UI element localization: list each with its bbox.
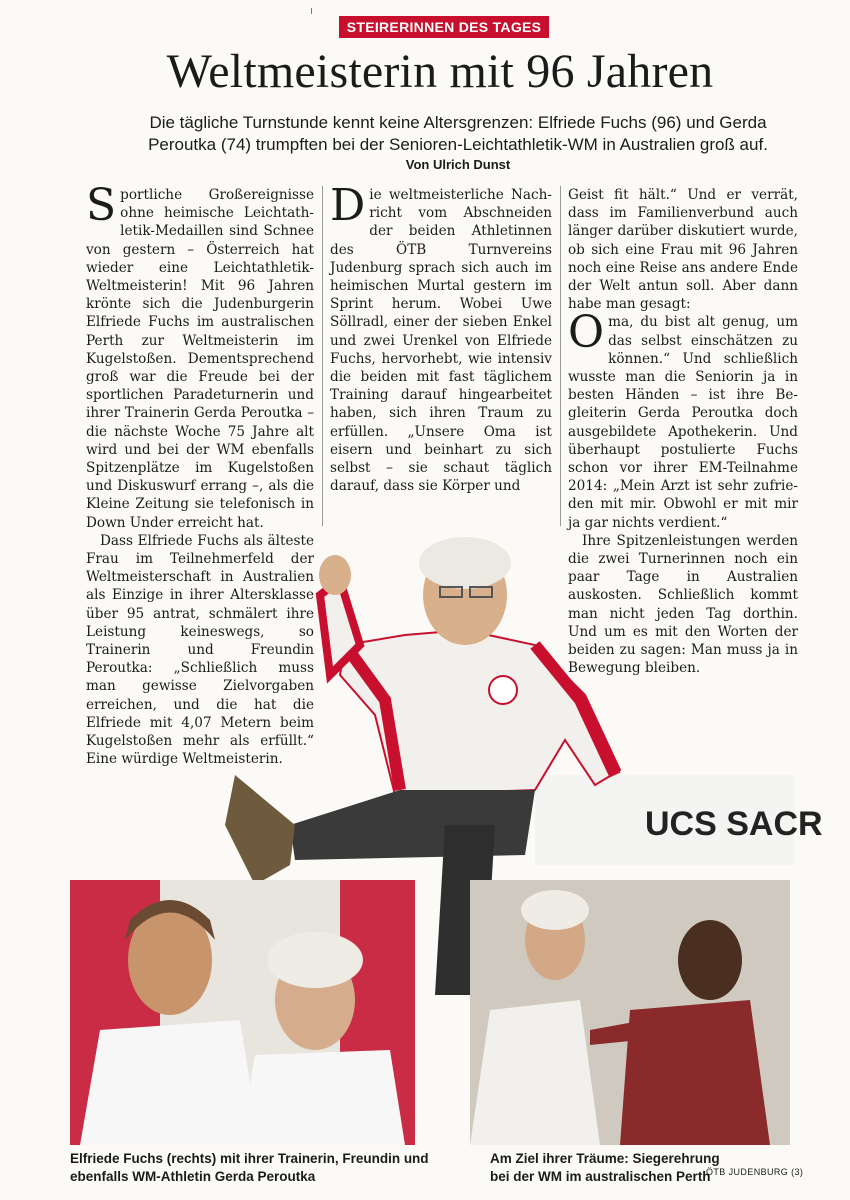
column-rule-2 [560,186,561,526]
caption-left: Elfriede Fuchs (rechts) mit ihrer Trainerin, Freundin und ebenfalls WM-Athletin Gerda Peroutka [70,1151,429,1184]
lead-paragraph [118,112,798,174]
paragraph-text: ma, du bist alt genug, um das selbst einschätzen zu können.“ Und schließlich wusste man die Seniorin ja in besten Händen – ist ihre Begleiterin Gerda Peroutka doch ausgebildete Apothekerin. Und überhaupt postulierte Fuchs schon vor ihrer EM-Teilnahme 2014: „Mein Arzt ist sehr zufrieden mit mir. Obwohl er mit mir ja gar nichts verdient.“ [568,314,798,531]
photo-credit: ÖTB JUDENBURG (3) [706,1167,804,1177]
column-1-paragraph-1 [86,180,314,532]
photo-award-ceremony [470,880,790,1145]
headline: Weltmeisterin mit 96 Jahren [166,45,714,98]
ceremony-illustration [470,880,790,1145]
banner-sign-text: UCS SACR [645,805,823,843]
column-2-paragraph-1 [330,180,552,495]
portrait-illustration [70,880,415,1145]
emblem-icon [489,676,517,704]
drop-cap: S [86,180,117,231]
photo-trainer-and-athlete [70,880,415,1145]
pencil-mark [311,8,312,14]
lead-text: Die tägliche Turnstunde kennt keine Altersgrenzen: Elfriede Fuchs (96) und Gerda Peroutka (74) trumpften bei der Senioren-Leichtathletik-WM in Australien groß auf. [148,113,768,154]
byline: Von Ulrich Dunst [405,157,511,172]
paragraph-text: ie weltmeisterliche Nachricht vom Abschneiden der beiden Athletinnen des ÖTB Turnvereins Judenburg sprach sich auch im heimischen Murtal gestern im Sprint herum. Wobei Uwe Söllradl, einer der sieben Enkel und zwei Urenkel von Elfriede Fuchs, hervorhebt, wie intensiv die beiden mit fast täglichem Training darauf hingearbeitet haben, sich ihren Traum zu erfüllen. „Unsere Oma ist eisern und beinhart zu sich selbst – sie schaut täglich darauf, dass sie Körper und [330,187,552,495]
column-1-paragraph-2: Dass Elfriede Fuchs als älteste Frau im Teilnehmerfeld der Weltmeisterschaft in Australien als Einzige in ihrer Altersklasse über 95 antrat, schmälert ihre Leistung keineswegs, so Trainerin und Freundin Peroutka: „Schließlich muss man gewisse Zielvorgaben erreichen, und die hat die Elfriede mit 4,07 Metern beim Kugelstoßen mehr als erfüllt.“ Eine würdige Weltmeisterin. [86,532,314,768]
article-column-2 [330,180,552,495]
column-3-paragraph-3: Ihre Spitzenleistungen werden die zwei Turnerinnen noch ein paar Tage in Australien auskosten. Schließlich kommt man nicht jeden Tag dorthin. Und um es mit den Worten der beiden zu sagen: Man muss ja in Bewegung bleiben. [568,532,798,677]
drop-cap: O [568,307,605,359]
column-3-paragraph-1: Geist fit hält.“ Und er verrät, dass im Familienverbund auch länger darüber diskutiert wurde, ob sich eine Frau mit 96 Jahren noch eine Reise ans andere Ende der Welt antun soll. Aber dann habe man gesagt: [568,187,798,313]
paragraph-text: portliche Großereignisse ohne heimische Leichtathletik-Medaillen sind Schnee von gestern – Österreich hat wieder eine Leichtathletik-Weltmeisterin! Mit 96 Jahren krönte sich die Judenburgerin Elfriede Fuchs im australischen Perth zur Weltmeisterin im Kugelstoßen. Dementsprechend groß war die Freude bei der sportlichen Paradeturnerin und ihrer Trainerin Gerda Peroutka – die nächste Woche 75 Jahre alt wird und bei der WM ebenfalls Spitzenplätze im Kugelstoßen und Diskuswurf errang –, als die Kleine Zeitung sie telefonisch in Down Under erreicht hat. [86,187,314,531]
section-kicker: STEIRERINNEN DES TAGES [339,16,549,38]
column-3-paragraph-2 [568,307,798,531]
drop-cap: D [330,180,366,231]
column-rule-1 [322,186,323,526]
caption-right: Am Ziel ihrer Träume: Siegerehrung bei der WM im australischen Perth [490,1151,720,1184]
